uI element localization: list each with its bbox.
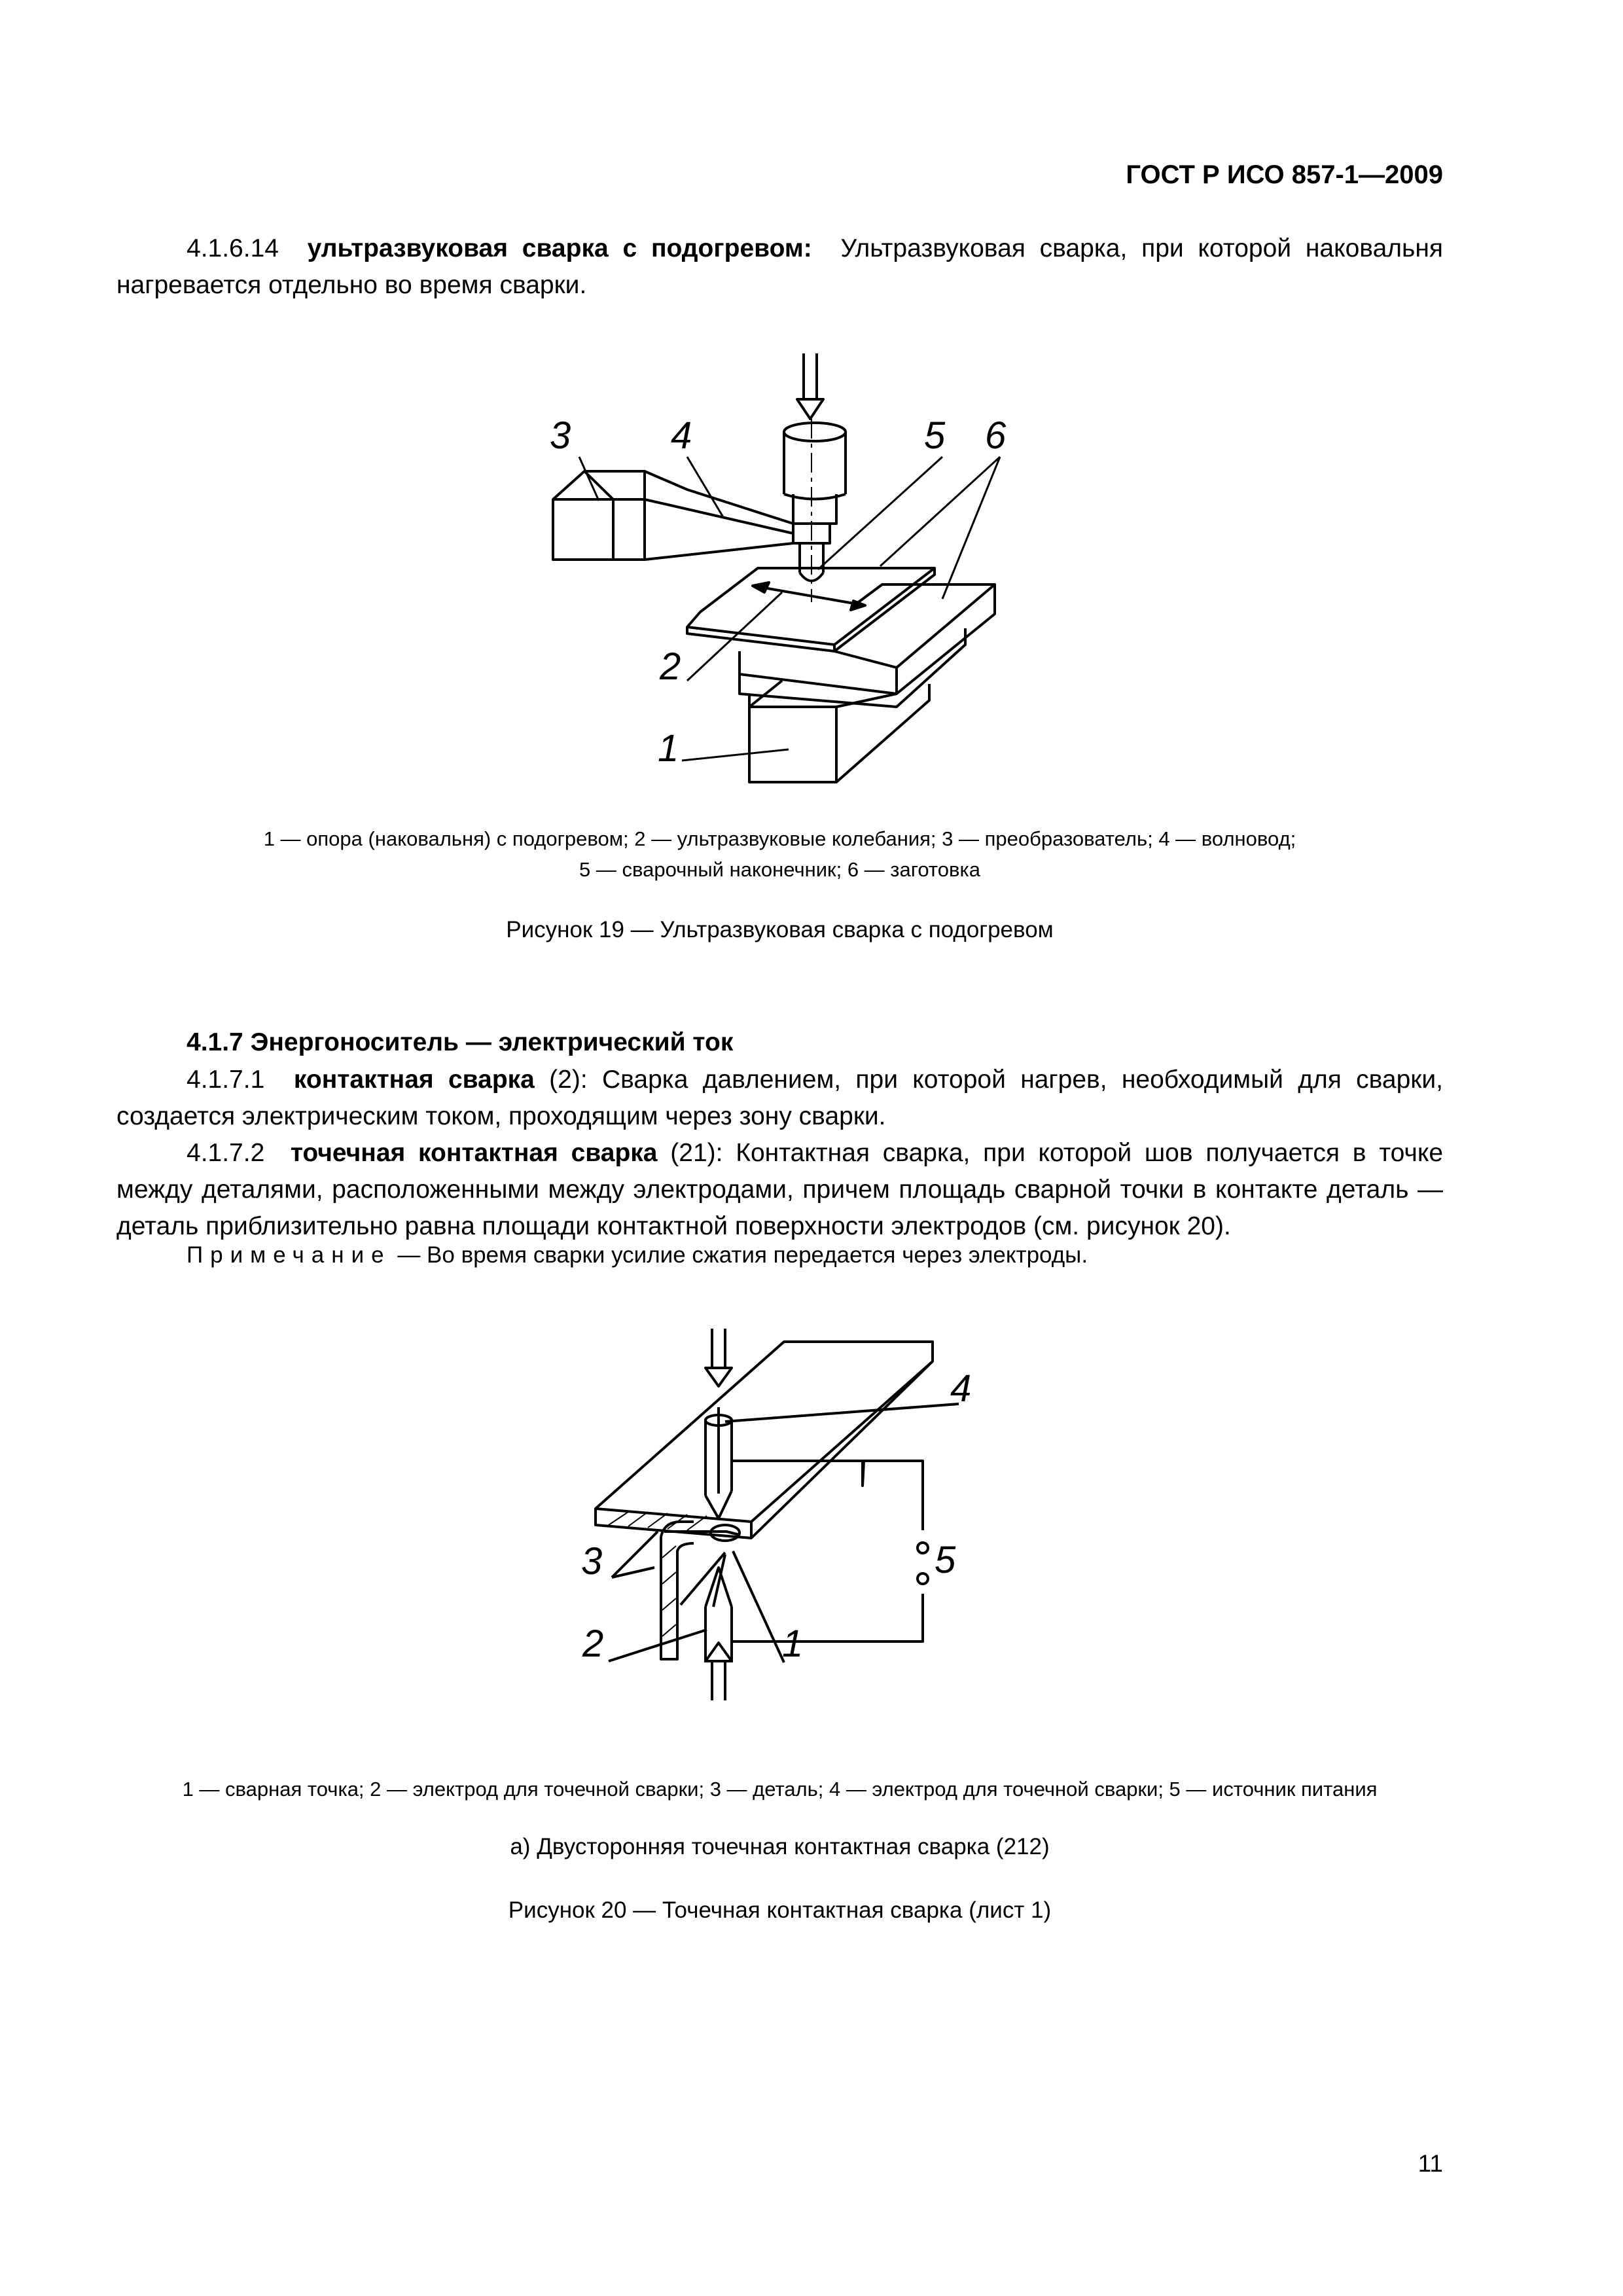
reference: (21): [670,1139,723,1167]
fig19-legend-line-1: 1 — опора (наковальня) с подогревом; 2 — ультразвуковые колебания; 3 — преобразователь; 4 — волновод; [263,827,1296,850]
clause-number: 4.1.6.14 [187,234,279,262]
note [187,1242,1088,1268]
fig19-label-5: 5 [924,414,946,457]
page-number: 11 [1418,2150,1443,2177]
workpiece [687,568,995,694]
transducer [553,471,793,560]
fig20-label-2: 2 [582,1623,604,1665]
clause-number: 4.1.7.1 [187,1066,265,1094]
document-code: ГОСТ Р ИСО 857-1—2009 [1126,160,1443,189]
fig20-caption: Рисунок 20 — Точечная контактная сварка (лист 1) [508,1897,1052,1923]
definition: Контактная сварка, при которой шов получается в точке между деталями, расположенными между электродами, причем площадь сварной точки в контакте деталь — деталь приблизительно равна площади контактной поверхности электродов (см. рисунок 20). [116,1139,1444,1240]
fig19-label-1: 1 [658,727,679,770]
clause-number: 4.1.7.2 [187,1139,265,1167]
note-text: — Во время сварки усилие сжатия передается через электроды. [397,1242,1088,1268]
paragraph-4-1-7-2 [116,1135,1443,1245]
fig20-label-3: 3 [581,1540,603,1583]
term: точечная контактная сварка [290,1139,658,1167]
paragraph-4-1-7-1 [116,1062,1443,1135]
fig20-legend: 1 — сварная точка; 2 — электрод для точечной сварки; 3 — деталь; 4 — электрод для точечной сварки; 5 — источник питания [182,1778,1378,1801]
sonotrode-head [784,419,846,602]
note-label: Примечание [187,1242,391,1268]
section-heading: 4.1.7 Энергоноситель — электрический ток [187,1028,734,1056]
fig19-label-3: 3 [550,414,571,457]
fig19-label-2: 2 [660,645,681,688]
fig20-label-1: 1 [782,1623,804,1665]
anvil [740,628,965,782]
fig19-caption: Рисунок 19 — Ультразвуковая сварка с подогревом [506,917,1054,942]
fig19-label-6: 6 [985,414,1007,457]
fig20-subcaption: а) Двусторонняя точечная контактная сварка (212) [510,1834,1050,1859]
fig20-label-4: 4 [950,1367,972,1410]
fig19-legend-line-2: 5 — сварочный наконечник; 6 — заготовка [579,858,980,881]
vibration-arrow [753,583,865,610]
fig20-label-5: 5 [935,1539,956,1581]
definition: Сварка давлением, при которой нагрев, необходимый для сварки, создается электрическим током, проходящим через зону сварки. [116,1066,1443,1130]
figure-20-drawing [596,1329,959,1700]
reference: (2): [549,1066,588,1094]
term: ультразвуковая сварка с подогревом: [307,234,812,262]
definition: Ультразвуковая сварка, при которой наковальня нагревается отдельно во время сварки. [116,234,1444,299]
leader-lines [579,457,1000,761]
term: контактная сварка [293,1066,535,1094]
fig19-label-4: 4 [671,414,692,457]
force-arrow-down [797,353,823,419]
